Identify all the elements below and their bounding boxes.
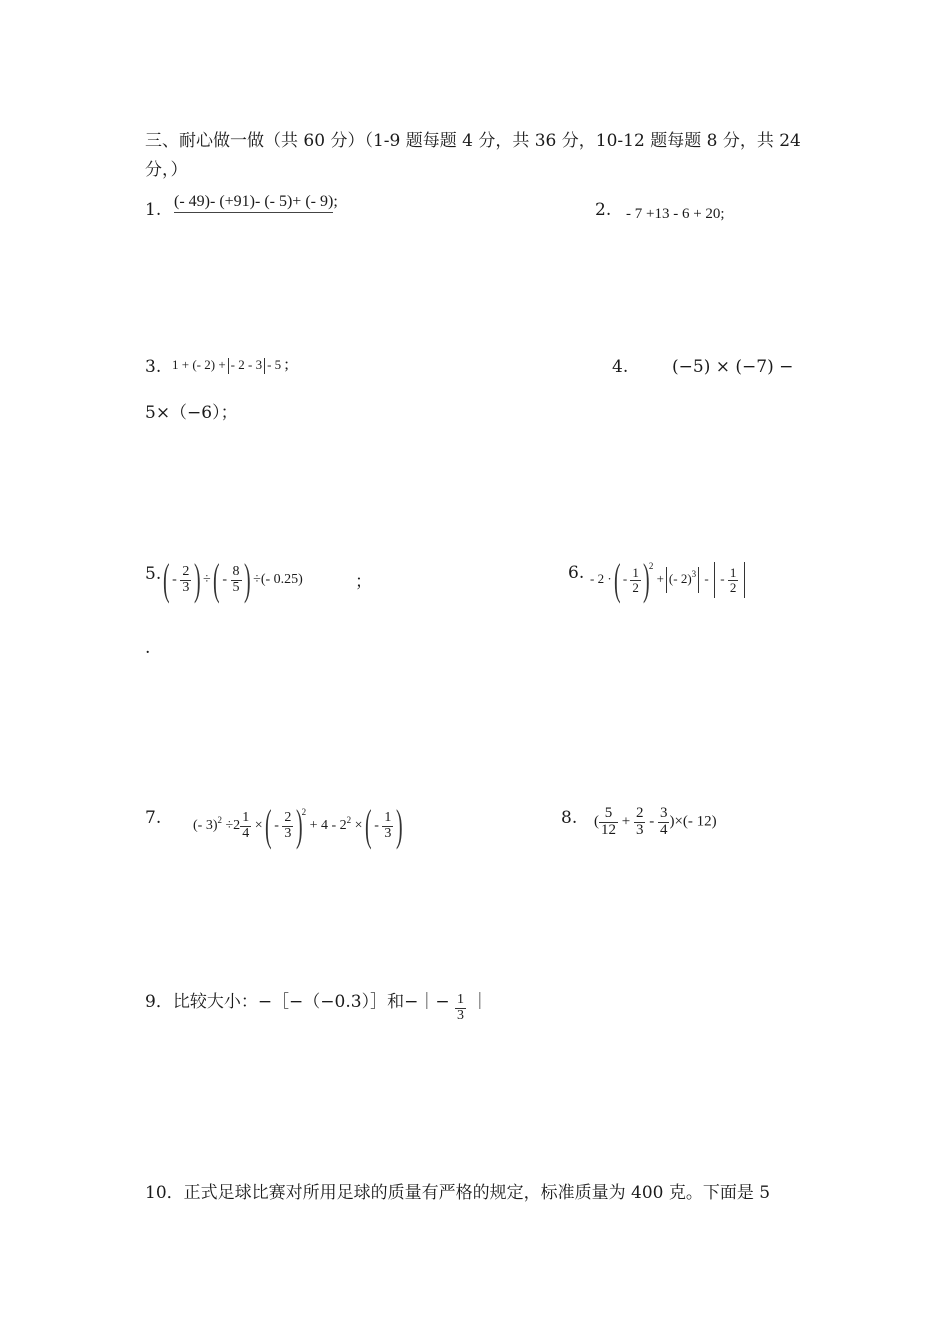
problem-4-number: 4. [612,357,629,377]
problem-4-line2: 5×（−6）； [145,403,238,423]
problem-10-text: 10．正式足球比赛对所用足球的质量有严格的规定，标准质量为 400 克。下面是 5 [145,1183,771,1203]
problem-5-expression: ( - $\frac{2}{3}$ ) ÷ ( - $\frac{8}{5}$ ) ÷(- 0.25) [163,555,303,604]
problem-6-fraction-2: $\frac{1}{2}$ [729,564,737,595]
problem-5-fraction-1: $\frac{2}{3}$ [182,563,190,595]
problem-7-times-2: × [354,818,363,834]
problem-5-minus-2: - [222,572,227,588]
problem-9-text: 9．比较大小：−［−（−0.3）］和−｜− [145,992,450,1012]
problem-6-cube: 3 [691,568,697,579]
problem-6-expression: - 2 · ( - $\frac{1}{2}$ )$^2$ + (- 2)$^3$ - - $\frac{1}{2}$ [590,558,747,602]
problem-5-number: 5. [145,564,162,584]
problem-7-fraction-1: $\frac{2}{3}$ [284,809,292,841]
problem-3-part-b: - 5 [267,357,282,372]
section-title-line2: 分，） [145,160,188,180]
problem-6-part-a: - 2 · [590,570,612,586]
problem-9-fraction: $\frac{1}{3}$ [456,992,464,1023]
problem-8-number: 8. [561,808,578,828]
problem-1-expression [174,193,338,211]
problem-6-minus-1: - [622,570,628,586]
problem-6-minus-2: - [720,570,725,586]
problem-1-expr: (- 49)- (+91)- (- 5)+ (- 9) [174,193,333,213]
problem-7-mixed-fraction: $\frac{1}{4}$ [242,809,250,841]
problem-6-minus: - [704,570,709,586]
problem-7-divide: ÷2 [225,818,241,834]
section-title-line1: 三、耐心做一做（共 60 分）（1-9 题每题 4 分，共 36 分，10-12 题每题 8 分，共 24 [145,131,801,151]
problem-5-fraction-2: $\frac{8}{5}$ [232,563,240,595]
problem-3-tail: ; [284,356,289,373]
problem-8-fraction-2: $\frac{2}{3}$ [635,805,644,838]
problem-6-abs-inner: (- 2) [668,570,692,586]
problem-3-abs-inner: - 2 - 3 [230,357,263,372]
problem-8-rest: )×(- 12) [669,813,717,830]
problem-7-expression: (- 3)$^2$ ÷2 $\frac{1}{4}$ × ( - $\frac{2}{3}$ )$^2 + 4 - 2^2$ × ( - $\frac{1}{3}$ ) [193,801,403,850]
problem-7-number: 7. [145,808,162,828]
problem-9-tail: ｜ [471,992,489,1012]
problem-9-line [145,987,488,1024]
problem-2-expression [626,206,725,223]
problem-8-fraction-3: $\frac{3}{4}$ [659,805,668,838]
problem-3-expression [172,356,289,374]
problem-7-times-1: × [254,818,263,834]
problem-7-square-1: 2 [217,815,222,826]
problem-7-square-2: 2 [301,807,307,818]
problem-5-minus-1: - [172,572,177,588]
problem-7-square-3: 2 [346,815,352,826]
problem-7-minus-1: - [274,818,279,834]
problem-3-number: 3. [145,357,162,377]
problem-7-part-a: (- 3) [193,818,218,834]
problem-8-fraction-1: $\frac{5}{12}$ [601,805,616,838]
problem-3-part-a: 1 + (- 2) + [172,357,226,372]
problem-5-divide-1: ÷ [202,572,211,588]
problem-8-expression [594,806,717,839]
problem-1-number: 1. [145,200,162,220]
problem-2-number: 2. [595,200,612,220]
problem-8-plus: + [621,813,631,830]
problem-2-tail: ; [720,206,725,222]
problem-4-line1: (−5) × (−7) − [672,357,794,377]
problem-5-rest: ÷(- 0.25) [253,572,303,588]
problem-8-minus: - [649,813,655,830]
problem-5-dot: . [145,638,151,658]
problem-6-number: 6. [568,563,585,583]
problem-7-fraction-2: $\frac{1}{3}$ [384,809,392,841]
problem-6-plus: + [656,570,664,586]
problem-6-square: 2 [648,560,654,571]
problem-7-minus-2: - [374,818,379,834]
problem-1-tail: ; [333,193,338,210]
problem-8-open: ( [594,813,599,830]
problem-2-expr: - 7 +13 - 6 + 20 [626,206,721,222]
problem-6-fraction-1: $\frac{1}{2}$ [632,564,639,595]
problem-5-tail: ； [355,572,372,592]
problem-7-part-b: + 4 - 2 [309,818,347,834]
